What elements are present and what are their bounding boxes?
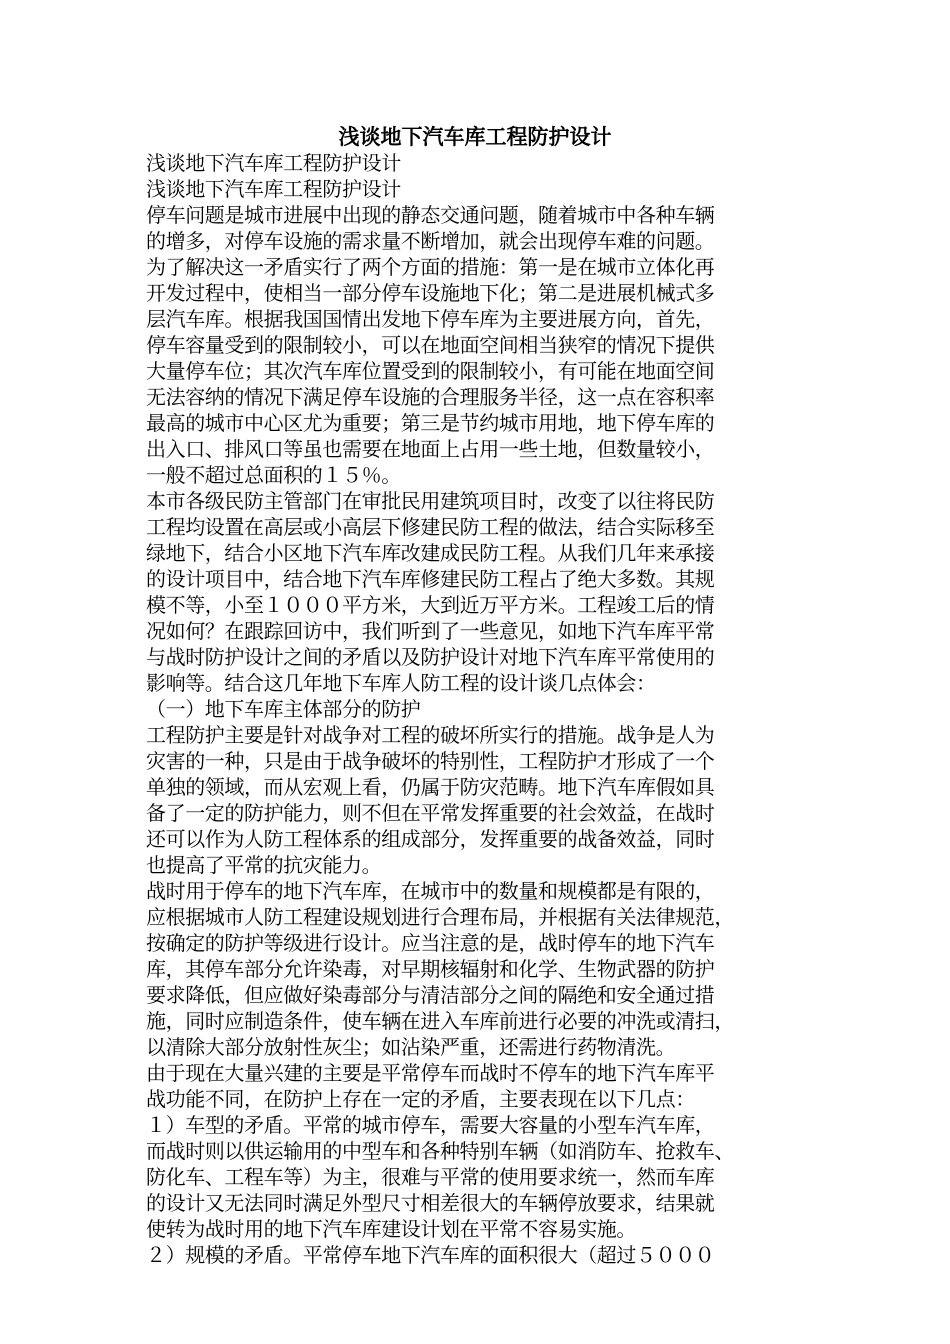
document-body xyxy=(146,150,814,1268)
body-line: 无法容纳的情况下满足停车设施的合理服务半径，这一点在容积率 xyxy=(146,385,715,409)
document-title: 浅谈地下汽车库工程防护设计 xyxy=(338,124,612,149)
body-line: 工程均设置在高层或小高层下修建民防工程的做法，结合实际移至 xyxy=(146,515,715,539)
body-line: 灾害的一种，只是由于战争破坏的特别性，工程防护才形成了一个 xyxy=(146,749,715,773)
body-line: 应根据城市人防工程建设规划进行合理布局，并根据有关法律规范， xyxy=(146,905,734,929)
body-line: 施，同时应制造条件，使车辆在进入车库前进行必要的冲洗或清扫， xyxy=(146,1009,734,1033)
body-line: 按确定的防护等级进行设计。应当注意的是，战时停车的地下汽车 xyxy=(146,931,715,955)
body-line: 以清除大部分放射性灰尘；如沾染严重，还需进行药物清洗。 xyxy=(146,1035,676,1059)
body-line: 库，其停车部分允许染毒，对早期核辐射和化学、生物武器的防护 xyxy=(146,957,715,981)
body-line: 要求降低，但应做好染毒部分与清洁部分之间的隔绝和安全通过措 xyxy=(146,983,715,1007)
body-line: （一）地下车库主体部分的防护 xyxy=(146,697,421,721)
body-line: 与战时防护设计之间的矛盾以及防护设计对地下汽车库平常使用的 xyxy=(146,645,715,669)
body-line: 为了解决这一矛盾实行了两个方面的措施：第一是在城市立体化再 xyxy=(146,255,715,279)
body-line: 停车容量受到的限制较小，可以在地面空间相当狭窄的情况下提供 xyxy=(146,333,715,357)
body-line: 浅谈地下汽车库工程防护设计 xyxy=(146,177,401,201)
body-line: １）车型的矛盾。平常的城市停车，需要大容量的小型车汽车库， xyxy=(146,1113,715,1137)
body-line: 也提高了平常的抗灾能力。 xyxy=(146,853,382,877)
body-line: 单独的领域，而从宏观上看，仍属于防灾范畴。地下汽车库假如具 xyxy=(146,775,715,799)
body-line: 的设计项目中，结合地下汽车库修建民防工程占了绝大多数。其规 xyxy=(146,567,715,591)
body-line: 使转为战时用的地下汽车库建设计划在平常不容易实施。 xyxy=(146,1217,636,1241)
body-line: ２）规模的矛盾。平常停车地下汽车库的面积很大（超过５０００ xyxy=(146,1243,715,1267)
body-line: 战时用于停车的地下汽车库，在城市中的数量和规模都是有限的， xyxy=(146,879,715,903)
body-line: 浅谈地下汽车库工程防护设计 xyxy=(146,151,401,175)
body-line: 一般不超过总面积的１５％。 xyxy=(146,463,401,487)
body-line: 影响等。结合这几年地下车库人防工程的设计谈几点体会： xyxy=(146,671,656,695)
body-line: 开发过程中，使相当一部分停车设施地下化；第二是进展机械式多 xyxy=(146,281,715,305)
body-line: 出入口、排风口等虽也需要在地面上占用一些土地，但数量较小， xyxy=(146,437,715,461)
body-line: 层汽车库。根据我国国情出发地下停车库为主要进展方向，首先， xyxy=(146,307,715,331)
body-line: 大量停车位；其次汽车库位置受到的限制较小，有可能在地面空间 xyxy=(146,359,715,383)
body-line: 还可以作为人防工程体系的组成部分，发挥重要的战备效益，同时 xyxy=(146,827,715,851)
body-line: 而战时则以供运输用的中型车和各种特别车辆（如消防车、抢救车、 xyxy=(146,1139,734,1163)
body-line: 况如何？在跟踪回访中，我们听到了一些意见，如地下汽车库平常 xyxy=(146,619,715,643)
body-line: 本市各级民防主管部门在审批民用建筑项目时，改变了以往将民防 xyxy=(146,489,715,513)
body-line: 的设计又无法同时满足外型尺寸相差很大的车辆停放要求，结果就 xyxy=(146,1191,715,1215)
body-line: 战功能不同，在防护上存在一定的矛盾，主要表现在以下几点： xyxy=(146,1087,695,1111)
body-line: 绿地下，结合小区地下汽车库改建成民防工程。从我们几年来承接 xyxy=(146,541,715,565)
body-line: 防化车、工程车等）为主，很难与平常的使用要求统一，然而车库 xyxy=(146,1165,715,1189)
body-line: 的增多，对停车设施的需求量不断增加，就会出现停车难的问题。 xyxy=(146,229,715,253)
body-line: 工程防护主要是针对战争对工程的破坏所实行的措施。战争是人为 xyxy=(146,723,715,747)
body-line: 备了一定的防护能力，则不但在平常发挥重要的社会效益，在战时 xyxy=(146,801,715,825)
body-line: 模不等，小至１０００平方米，大到近万平方米。工程竣工后的情 xyxy=(146,593,715,617)
body-line: 由于现在大量兴建的主要是平常停车而战时不停车的地下汽车库平 xyxy=(146,1061,715,1085)
body-line: 停车问题是城市进展中出现的静态交通问题，随着城市中各种车辆 xyxy=(146,203,715,227)
body-line: 最高的城市中心区尤为重要；第三是节约城市用地，地下停车库的 xyxy=(146,411,715,435)
